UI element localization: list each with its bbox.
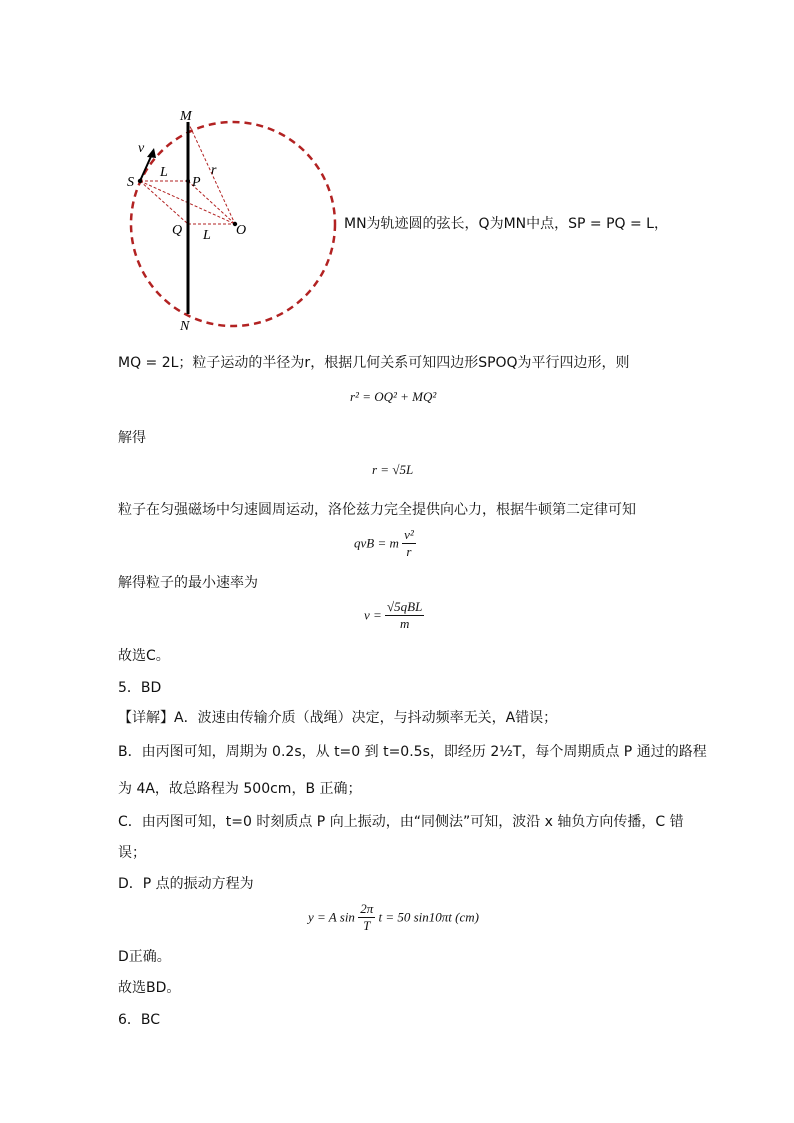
label-l-bottom: L [203, 228, 211, 243]
text-p4: 解得粒子的最小速率为 [118, 575, 258, 591]
text-p9: C．由丙图可知，t=0 时刻质点 P 向上振动，由“同侧法”可知，波沿 x 轴负方向传播，C 错 [118, 814, 684, 830]
eq5-left: y = A sin [308, 909, 355, 925]
eq5-denominator: T [363, 918, 371, 933]
velocity-arrowhead [147, 148, 156, 158]
eq5-right: t = 50 sin10πt (cm) [378, 909, 479, 925]
label-m: M [180, 109, 192, 124]
text-p6: 【详解】A．波速由传输介质（战绳）决定，与抖动频率无关，A错误； [118, 710, 558, 726]
equation-5 [308, 901, 479, 934]
equation-3 [354, 527, 416, 560]
eq4-numerator: √5qBL [387, 599, 423, 614]
text-p3: 粒子在匀强磁场中匀速圆周运动，洛伦兹力完全提供向心力，根据牛顿第二定律可知 [118, 502, 636, 518]
label-v: v [138, 141, 145, 156]
label-q: Q [172, 223, 183, 238]
label-r: r [211, 163, 217, 178]
label-l-top: L [160, 165, 168, 180]
text-p13: 故选BD。 [118, 980, 181, 996]
answer-5: 5．BD [118, 680, 162, 696]
eq5-numerator: 2π [360, 901, 374, 916]
text-p12: D正确。 [118, 949, 171, 965]
label-o: O [236, 223, 247, 238]
text-p10: 误； [118, 845, 146, 861]
eq3-denominator: r [406, 544, 412, 559]
eq5-fraction [358, 901, 375, 934]
answer-6: 6．BC [118, 1012, 161, 1028]
point-s [138, 179, 142, 183]
label-p: P [192, 175, 201, 190]
label-s: S [127, 175, 134, 190]
text-p11: D．P 点的振动方程为 [118, 876, 254, 892]
eq4-left: v = [364, 607, 382, 623]
text-jiede-1: 解得 [118, 430, 146, 446]
equation-1: r² = OQ² + MQ² [350, 389, 437, 404]
trajectory-diagram [110, 100, 350, 340]
text-p1: MN为轨迹圆的弦长，Q为MN中点，SP = PQ = L， [344, 216, 668, 232]
text-p7: B．由丙图可知，周期为 0.2s，从 t=0 到 t=0.5s，即经历 2½T，每个周期质点 P 通过的路程 [118, 744, 707, 760]
text-p2: MQ = 2L；粒子运动的半径为r，根据几何关系可知四边形SPOQ为平行四边形，则 [118, 355, 630, 371]
equation-2: r = √5L [372, 462, 414, 477]
eq3-left: qvB = m [354, 535, 399, 551]
point-p [186, 179, 190, 183]
label-n: N [180, 319, 190, 334]
eq3-numerator: v² [404, 527, 414, 542]
eq4-fraction [385, 599, 424, 632]
eq4-denominator: m [400, 616, 410, 631]
eq3-fraction [402, 527, 416, 560]
text-p5: 故选C。 [118, 648, 170, 664]
text-p8: 为 4A，故总路程为 500cm，B 正确； [118, 781, 362, 797]
equation-4 [364, 599, 424, 632]
